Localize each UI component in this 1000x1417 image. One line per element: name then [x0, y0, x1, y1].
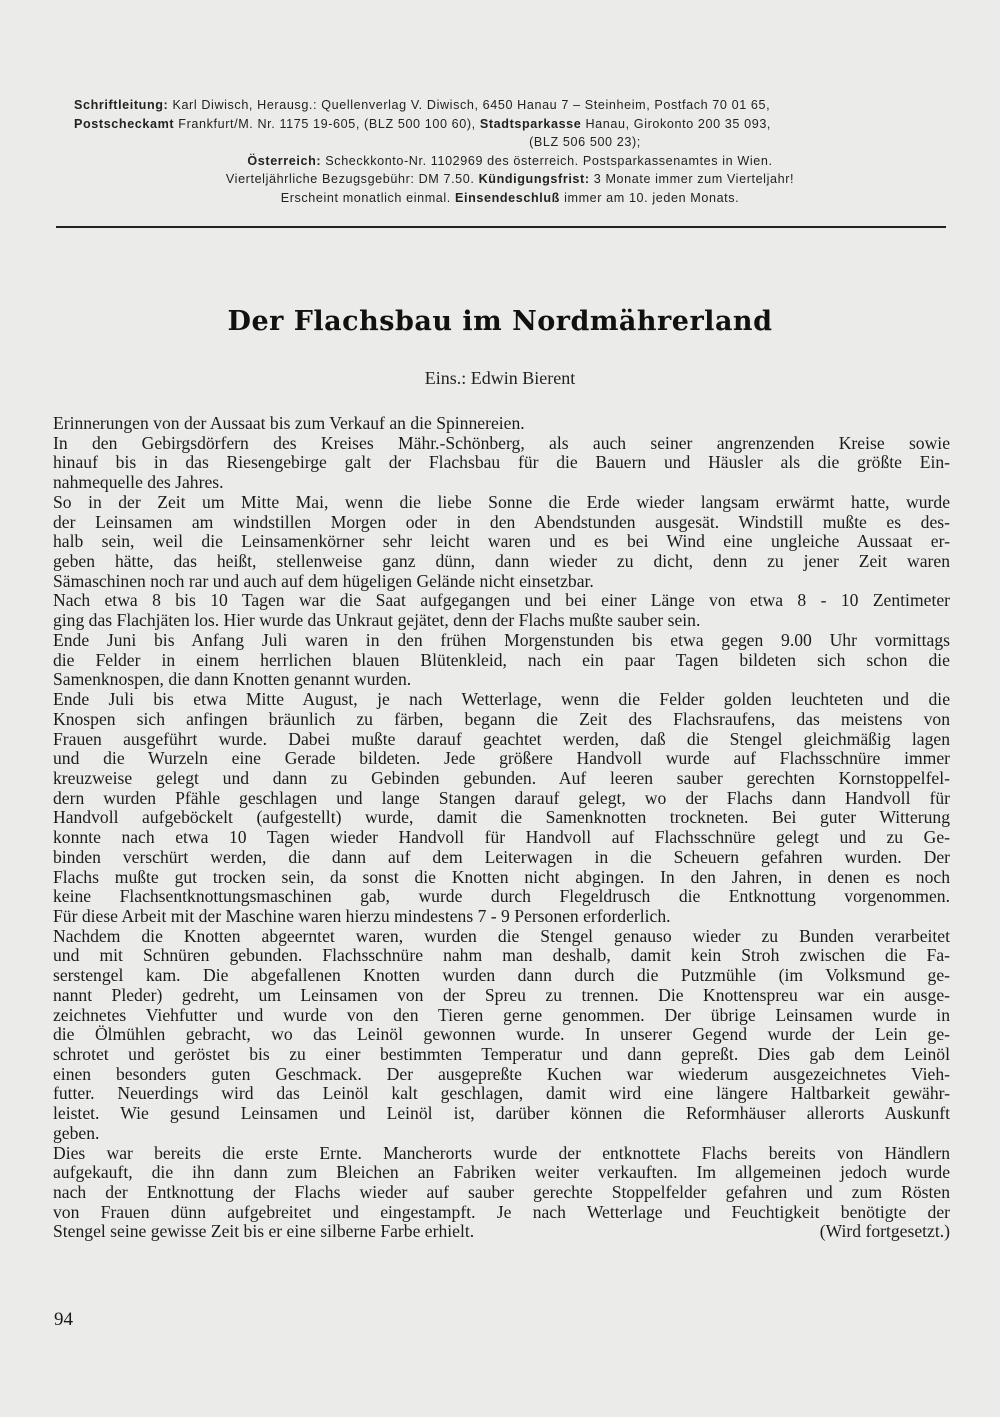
- article-line: So in der Zeit um Mitte Mai, wenn die liebe Sonne die Erde wieder langsam erwärmt hatte, wurde: [53, 492, 950, 512]
- article-line: geben.: [53, 1122, 100, 1143]
- article-line: Frauen ausgeführt wurde. Dabei mußte darauf geachtet werden, daß die Stengel gleichmäßig lagen: [53, 729, 950, 749]
- article-line: Ende Juli bis etwa Mitte August, je nach Wetterlage, wenn die Felder golden leuchteten und die: [53, 690, 950, 710]
- article-last-line: [53, 1222, 950, 1242]
- article-line: Nach etwa 8 bis 10 Tagen war die Saat aufgegangen und bei einer Länge von etwa 8 - 10 Zentimeter: [53, 591, 950, 611]
- article-line: binden verschürt werden, die dann auf dem Leiterwagen in die Scheuern gefahren wurden. Der: [53, 847, 950, 867]
- article-line: serstengel kam. Die abgefallenen Knotten wurden dann durch die Putzmühle (im Volksmund ge-: [53, 966, 950, 986]
- article-line: und die Wurzeln eine Gerade bildeten. Jede größere Handvoll wurde auf Flachsschnüre immer: [53, 749, 950, 769]
- article-line: dern wurden Pfähle geschlagen und lange Stangen darauf gelegt, wo der Flachs dann Handvoll für: [53, 788, 950, 808]
- article-line: von Frauen dünn aufgebreitet und eingestampft. Je nach Wetterlage und Feuchtigkeit benötigte der: [53, 1202, 950, 1222]
- article-line: nannt Pleder) gedreht, um Leinsamen von der Spreu zu trennen. Die Knottenspreu war ein ausge-: [53, 985, 950, 1005]
- article-line: schrotet und geröstet bis zu einer bestimmten Temperatur und dann gepreßt. Dies gab dem Leinöl: [53, 1045, 950, 1064]
- article-line: konnte nach etwa 10 Tagen wieder Handvoll für Handvoll auf Flachsschnüre gelegt und zu Ge-: [53, 828, 950, 848]
- article-line: In den Gebirgsdörfern des Kreises Mähr.-Schönberg, als auch seiner angrenzenden Kreise sowie: [53, 433, 950, 453]
- article-byline: Eins.: Edwin Bierent: [424, 368, 576, 388]
- article-line: Nachdem die Knotten abgeerntet waren, wurden die Stengel genauso wieder zu Bunden verarbeitet: [53, 926, 950, 946]
- article-line: hinauf bis in das Riesengebirge galt der Flachsbau für die Bauern und Häusler als die größte Ein-: [53, 453, 950, 473]
- continued-note: (Wird fortgesetzt.): [819, 1221, 950, 1242]
- article-line: Für diese Arbeit mit der Maschine waren hierzu mindestens 7 - 9 Personen erforderlich.: [53, 905, 671, 926]
- article-line: der Leinsamen am windstillen Morgen oder in den Abendstunden ausgesät. Windstill mußte es des-: [53, 512, 950, 532]
- article-line: Handvoll aufgeböckelt (aufgestellt) wurde, damit die Samenknotten trockneten. Bei guter Witterung: [53, 808, 950, 828]
- article-line: die Felder in einem herrlichen blauen Blütenkleid, nach ein paar Tagen bildeten sich schon die: [53, 650, 950, 670]
- article-line: keine Flachsentknottungsmaschinen gab, wurde durch Flegeldrusch die Entknottung vorgenommen.: [53, 887, 950, 907]
- masthead-line: (BLZ 506 500 23);: [529, 135, 641, 149]
- article-line: Flachs mußte gut trocken sein, da sonst die Knotten nicht abgingen. In den Jahren, in denen es noch: [53, 867, 950, 887]
- article-title: Der Flachsbau im Nordmährerland: [227, 306, 773, 337]
- article-line: ging das Flachjäten los. Hier wurde das Unkraut gejätet, denn der Flachs mußte sauber sein.: [53, 610, 701, 631]
- article-line: aufgekauft, die ihn dann zum Bleichen an Fabriken weiter verkauften. Im allgemeinen jedoch wurde: [53, 1163, 950, 1183]
- article-line: die Ölmühlen gebracht, wo das Leinöl gewonnen wurde. In unserer Gegend wurde der Lein ge-: [53, 1025, 950, 1045]
- page-number: 94: [54, 1309, 73, 1330]
- masthead: [60, 96, 960, 207]
- header-rule: [56, 226, 946, 228]
- article-line: Knospen sich anfingen bräunlich zu färben, begann die Zeit des Flachsraufens, das meistens von: [53, 709, 950, 729]
- article-line: Erinnerungen von der Aussaat bis zum Verkauf an die Spinnereien.: [53, 413, 525, 433]
- article-line: halb sein, weil die Leinsamenkörner sehr leicht waren und es bei Wind eine ungleiche Aussaat er-: [53, 532, 950, 552]
- article-line: nahmequelle des Jahres.: [53, 472, 224, 493]
- article-line: nach der Entknottung der Flachs wieder auf sauber gerechte Stoppelfelder gefahren und zum Rösten: [53, 1183, 950, 1203]
- masthead-line: Schriftleitung: Karl Diwisch, Herausg.: Quellenverlag V. Diwisch, 6450 Hanau 7 – Steinheim, Postfach 70 01 65,: [74, 98, 771, 112]
- article-line: Stengel seine gewisse Zeit bis er eine silberne Farbe erhielt.: [53, 1221, 475, 1242]
- article-line: kreuzweise gelegt und dann zu Gebinden gebunden. Auf leeren sauber gerechten Kornstoppelfel-: [53, 768, 950, 788]
- article-line: geben hätte, das heißt, stellenweise ganz dünn, dann wieder zu dicht, denn zu jener Zeit waren: [53, 552, 950, 572]
- masthead-line: Postscheckamt Frankfurt/M. Nr. 1175 19-605, (BLZ 500 100 60), Stadtsparkasse Hanau, Girokonto 200 35 093,: [74, 116, 772, 131]
- masthead-line: Erscheint monatlich einmal. Einsendeschluß immer am 10. jeden Monats.: [280, 190, 740, 205]
- article-line: futter. Neuerdings wird das Leinöl kalt geschlagen, damit wird eine längere Haltbarkeit gewähr-: [53, 1084, 950, 1104]
- article-line: leistet. Wie gesund Leinsamen und Leinöl ist, darüber können die Reformhäuser allerorts Auskunft: [53, 1104, 950, 1124]
- article-line: und mit Schnüren gebunden. Flachsschnüre nahm man deshalb, damit kein Stroh zwischen die Fa-: [53, 946, 950, 966]
- article-line: Dies war bereits die erste Ernte. Mancherorts wurde der entknottete Flachs bereits von Händlern: [53, 1143, 950, 1163]
- masthead-line: Vierteljährliche Bezugsgebühr: DM 7.50. Kündigungsfrist: 3 Monate immer zum Vierteljahr!: [225, 172, 795, 186]
- article-line: Samenknospen, die dann Knotten genannt wurden.: [53, 669, 412, 690]
- article-line: zeichnetes Viehfutter und wurde von den Tieren gerne genommen. Der übrige Leinsamen wurde in: [53, 1005, 950, 1025]
- masthead-line: Österreich: Scheckkonto-Nr. 1102969 des österreich. Postsparkassenamtes in Wien.: [247, 153, 773, 168]
- article-body: [53, 414, 950, 1242]
- article-line: Ende Juni bis Anfang Juli waren in den frühen Morgenstunden bis etwa gegen 9.00 Uhr vormittags: [53, 630, 950, 650]
- article-line: Sämaschinen noch rar und auch auf dem hügeligen Gelände nicht einsetzbar.: [53, 570, 594, 591]
- article-line: einen besonders guten Geschmack. Der ausgepreßte Kuchen war wiederum ausgezeichnetes Vieh-: [53, 1064, 950, 1084]
